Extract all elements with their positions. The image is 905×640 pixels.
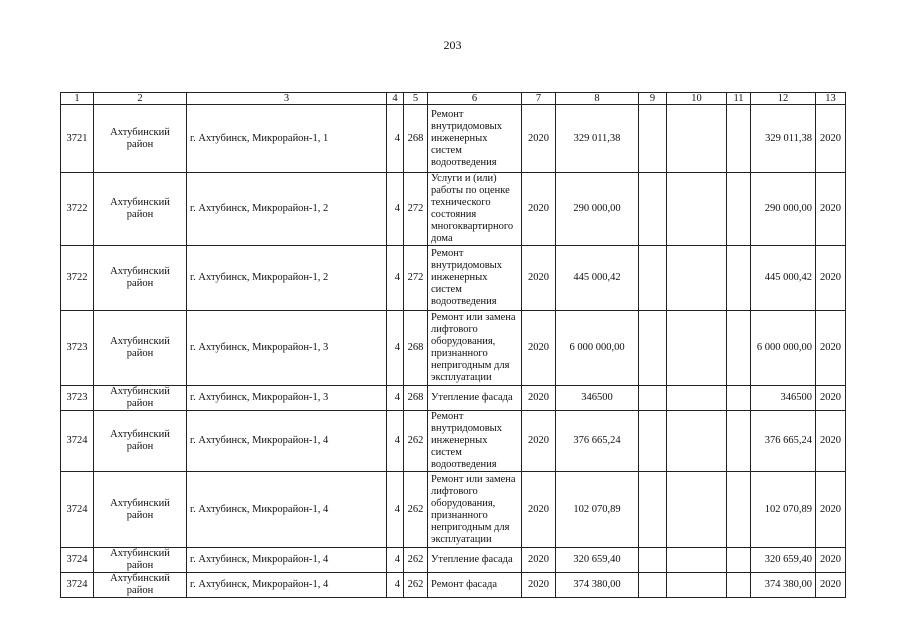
cell-year: 2020 bbox=[522, 246, 556, 311]
cell-address: г. Ахтубинск, Микрорайон-1, 2 bbox=[187, 173, 387, 246]
cell-district: Ахтубинский район bbox=[94, 386, 187, 411]
header-cell: 4 bbox=[387, 93, 404, 105]
cell-amount: 445 000,42 bbox=[556, 246, 639, 311]
cell-year-end: 2020 bbox=[816, 386, 846, 411]
cell-district: Ахтубинский район bbox=[94, 105, 187, 173]
cell-work-type: Услуги и (или) работы по оценке технического состояния многоквартирного дома bbox=[428, 173, 522, 246]
cell-address: г. Ахтубинск, Микрорайон-1, 1 bbox=[187, 105, 387, 173]
cell-work-type: Ремонт внутридомовых инженерных систем водоотведения bbox=[428, 246, 522, 311]
cell-total: 6 000 000,00 bbox=[751, 311, 816, 386]
cell-col9 bbox=[639, 311, 667, 386]
cell-col11 bbox=[727, 548, 751, 573]
cell-year-end: 2020 bbox=[816, 246, 846, 311]
cell-year: 2020 bbox=[522, 105, 556, 173]
cell-col4: 4 bbox=[387, 573, 404, 598]
cell-year-end: 2020 bbox=[816, 411, 846, 472]
header-cell: 10 bbox=[667, 93, 727, 105]
cell-col9 bbox=[639, 246, 667, 311]
cell-address: г. Ахтубинск, Микрорайон-1, 4 bbox=[187, 573, 387, 598]
header-cell: 3 bbox=[187, 93, 387, 105]
cell-address: г. Ахтубинск, Микрорайон-1, 4 bbox=[187, 411, 387, 472]
cell-year: 2020 bbox=[522, 472, 556, 548]
cell-district: Ахтубинский район bbox=[94, 548, 187, 573]
cell-total: 346500 bbox=[751, 386, 816, 411]
table-row bbox=[61, 411, 846, 472]
cell-year: 2020 bbox=[522, 573, 556, 598]
cell-col10 bbox=[667, 311, 727, 386]
cell-col9 bbox=[639, 411, 667, 472]
cell-col5: 262 bbox=[404, 548, 428, 573]
table-row bbox=[61, 548, 846, 573]
cell-amount: 329 011,38 bbox=[556, 105, 639, 173]
page-number: 203 bbox=[443, 38, 462, 52]
header-row bbox=[61, 93, 846, 105]
cell-col10 bbox=[667, 173, 727, 246]
cell-year-end: 2020 bbox=[816, 573, 846, 598]
cell-total: 445 000,42 bbox=[751, 246, 816, 311]
cell-col5: 268 bbox=[404, 311, 428, 386]
cell-district: Ахтубинский район bbox=[94, 411, 187, 472]
cell-col9 bbox=[639, 548, 667, 573]
cell-col9 bbox=[639, 173, 667, 246]
cell-number: 3724 bbox=[61, 472, 94, 548]
cell-amount: 102 070,89 bbox=[556, 472, 639, 548]
header-cell: 5 bbox=[404, 93, 428, 105]
cell-col11 bbox=[727, 411, 751, 472]
cell-year: 2020 bbox=[522, 311, 556, 386]
cell-total: 376 665,24 bbox=[751, 411, 816, 472]
cell-col4: 4 bbox=[387, 472, 404, 548]
cell-col5: 262 bbox=[404, 472, 428, 548]
cell-col9 bbox=[639, 386, 667, 411]
cell-number: 3724 bbox=[61, 411, 94, 472]
cell-col5: 272 bbox=[404, 173, 428, 246]
cell-col5: 262 bbox=[404, 573, 428, 598]
table-row bbox=[61, 573, 846, 598]
cell-col10 bbox=[667, 472, 727, 548]
cell-number: 3722 bbox=[61, 246, 94, 311]
cell-amount: 376 665,24 bbox=[556, 411, 639, 472]
cell-amount: 374 380,00 bbox=[556, 573, 639, 598]
cell-work-type: Ремонт или замена лифтового оборудования, признанного непригодным для эксплуатации bbox=[428, 472, 522, 548]
cell-number: 3721 bbox=[61, 105, 94, 173]
cell-col11 bbox=[727, 246, 751, 311]
cell-col11 bbox=[727, 311, 751, 386]
cell-col10 bbox=[667, 573, 727, 598]
header-cell: 11 bbox=[727, 93, 751, 105]
cell-address: г. Ахтубинск, Микрорайон-1, 4 bbox=[187, 548, 387, 573]
cell-work-type: Утепление фасада bbox=[428, 548, 522, 573]
cell-total: 102 070,89 bbox=[751, 472, 816, 548]
cell-col9 bbox=[639, 573, 667, 598]
table-row bbox=[61, 386, 846, 411]
cell-number: 3722 bbox=[61, 173, 94, 246]
cell-work-type: Ремонт внутридомовых инженерных систем водоотведения bbox=[428, 411, 522, 472]
cell-year: 2020 bbox=[522, 386, 556, 411]
cell-year-end: 2020 bbox=[816, 548, 846, 573]
cell-col5: 268 bbox=[404, 386, 428, 411]
cell-number: 3723 bbox=[61, 311, 94, 386]
cell-work-type: Утепление фасада bbox=[428, 386, 522, 411]
header-cell: 8 bbox=[556, 93, 639, 105]
cell-col4: 4 bbox=[387, 548, 404, 573]
cell-number: 3724 bbox=[61, 548, 94, 573]
cell-col4: 4 bbox=[387, 411, 404, 472]
cell-col4: 4 bbox=[387, 246, 404, 311]
table-body bbox=[61, 105, 846, 598]
table-row bbox=[61, 105, 846, 173]
header-cell: 13 bbox=[816, 93, 846, 105]
cell-col5: 268 bbox=[404, 105, 428, 173]
cell-col4: 4 bbox=[387, 311, 404, 386]
cell-number: 3723 bbox=[61, 386, 94, 411]
cell-address: г. Ахтубинск, Микрорайон-1, 3 bbox=[187, 386, 387, 411]
cell-district: Ахтубинский район bbox=[94, 311, 187, 386]
header-cell: 9 bbox=[639, 93, 667, 105]
cell-amount: 320 659,40 bbox=[556, 548, 639, 573]
header-cell: 2 bbox=[94, 93, 187, 105]
cell-year-end: 2020 bbox=[816, 311, 846, 386]
cell-work-type: Ремонт или замена лифтового оборудования, признанного непригодным для эксплуатации bbox=[428, 311, 522, 386]
cell-address: г. Ахтубинск, Микрорайон-1, 4 bbox=[187, 472, 387, 548]
data-table bbox=[60, 92, 846, 598]
cell-col10 bbox=[667, 105, 727, 173]
cell-col5: 262 bbox=[404, 411, 428, 472]
cell-address: г. Ахтубинск, Микрорайон-1, 2 bbox=[187, 246, 387, 311]
cell-col11 bbox=[727, 173, 751, 246]
cell-work-type: Ремонт внутридомовых инженерных систем водоотведения bbox=[428, 105, 522, 173]
cell-district: Ахтубинский район bbox=[94, 173, 187, 246]
table-row bbox=[61, 472, 846, 548]
cell-year: 2020 bbox=[522, 173, 556, 246]
cell-col9 bbox=[639, 472, 667, 548]
cell-col9 bbox=[639, 105, 667, 173]
header-cell: 6 bbox=[428, 93, 522, 105]
table-row bbox=[61, 246, 846, 311]
cell-year: 2020 bbox=[522, 411, 556, 472]
header-cell: 7 bbox=[522, 93, 556, 105]
cell-col10 bbox=[667, 386, 727, 411]
header-cell: 12 bbox=[751, 93, 816, 105]
cell-col11 bbox=[727, 105, 751, 173]
cell-address: г. Ахтубинск, Микрорайон-1, 3 bbox=[187, 311, 387, 386]
cell-col11 bbox=[727, 472, 751, 548]
cell-year-end: 2020 bbox=[816, 472, 846, 548]
cell-col10 bbox=[667, 246, 727, 311]
cell-total: 320 659,40 bbox=[751, 548, 816, 573]
table-row bbox=[61, 311, 846, 386]
cell-amount: 6 000 000,00 bbox=[556, 311, 639, 386]
cell-district: Ахтубинский район bbox=[94, 472, 187, 548]
cell-amount: 290 000,00 bbox=[556, 173, 639, 246]
cell-district: Ахтубинский район bbox=[94, 573, 187, 598]
cell-col11 bbox=[727, 386, 751, 411]
cell-col10 bbox=[667, 548, 727, 573]
cell-col4: 4 bbox=[387, 105, 404, 173]
cell-total: 374 380,00 bbox=[751, 573, 816, 598]
cell-year-end: 2020 bbox=[816, 105, 846, 173]
cell-col4: 4 bbox=[387, 173, 404, 246]
cell-number: 3724 bbox=[61, 573, 94, 598]
header-cell: 1 bbox=[61, 93, 94, 105]
cell-col4: 4 bbox=[387, 386, 404, 411]
cell-year: 2020 bbox=[522, 548, 556, 573]
cell-year-end: 2020 bbox=[816, 173, 846, 246]
cell-col5: 272 bbox=[404, 246, 428, 311]
cell-amount: 346500 bbox=[556, 386, 639, 411]
cell-col10 bbox=[667, 411, 727, 472]
cell-district: Ахтубинский район bbox=[94, 246, 187, 311]
cell-work-type: Ремонт фасада bbox=[428, 573, 522, 598]
table-row bbox=[61, 173, 846, 246]
cell-total: 329 011,38 bbox=[751, 105, 816, 173]
cell-total: 290 000,00 bbox=[751, 173, 816, 246]
cell-col11 bbox=[727, 573, 751, 598]
